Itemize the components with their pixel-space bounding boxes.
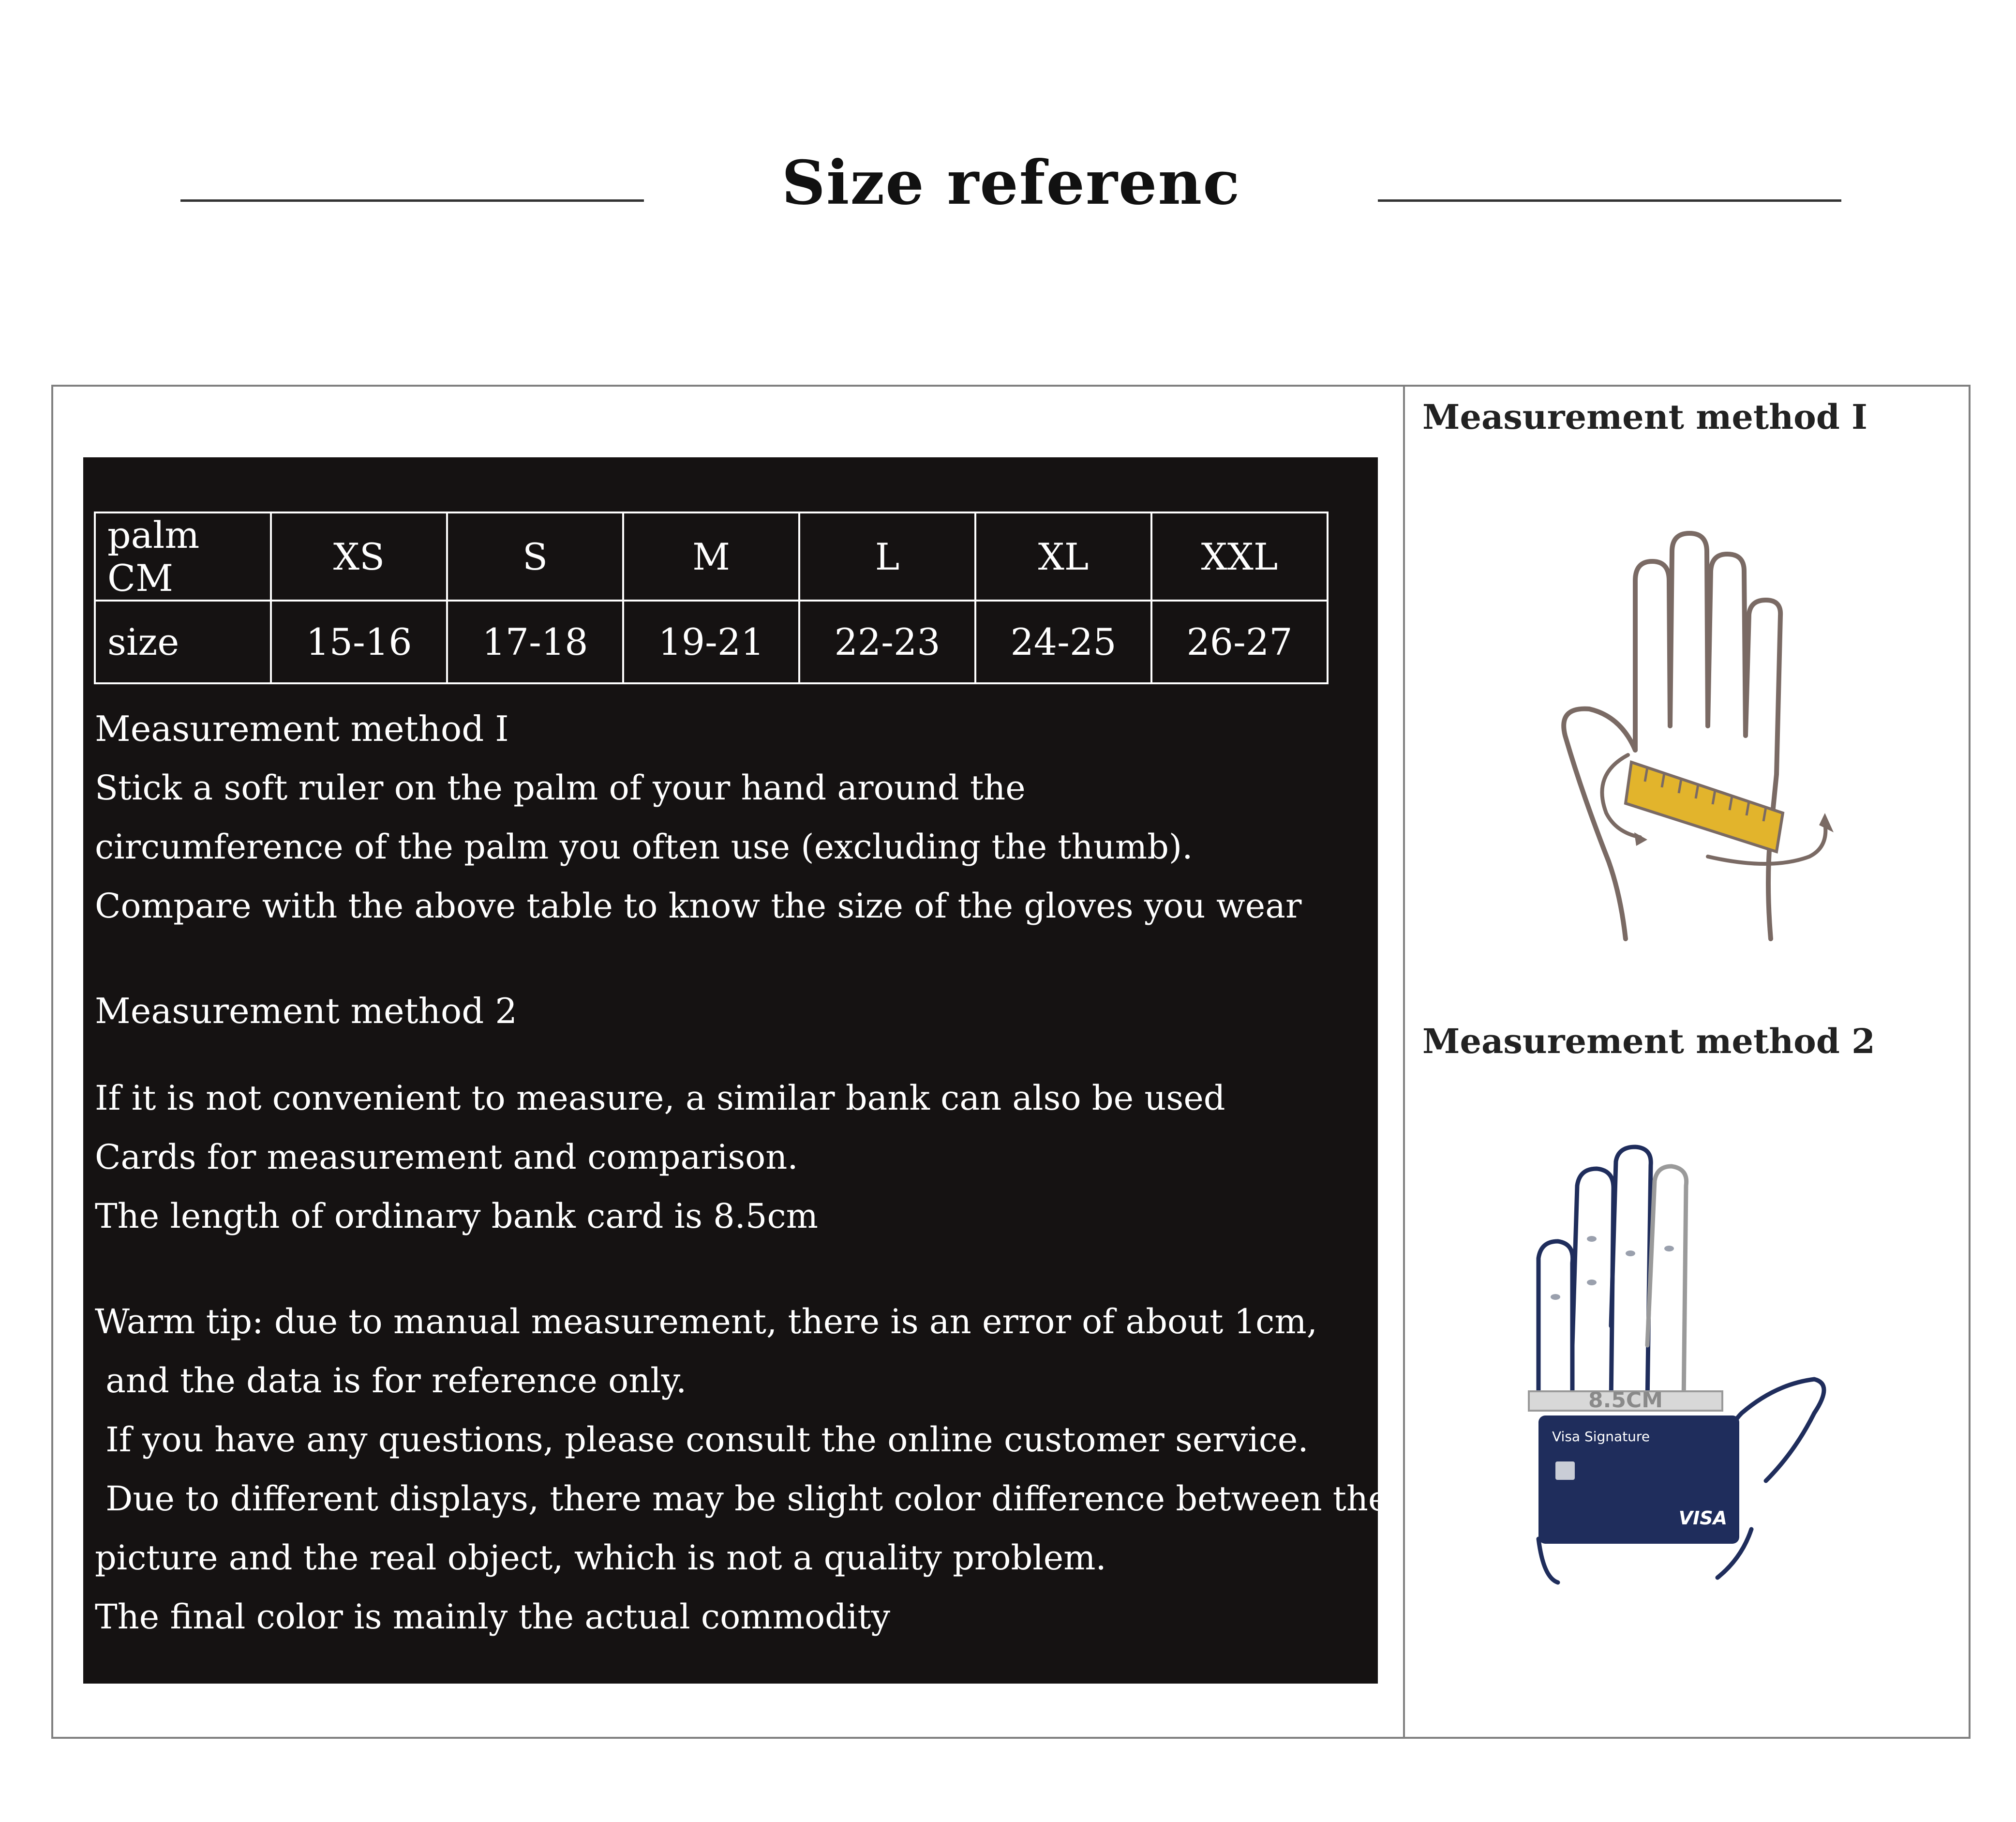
table-value-s: 17-18 — [447, 601, 623, 683]
table-size-xs: XS — [271, 512, 447, 601]
side-method2-title: Measurement method 2 — [1422, 1021, 1875, 1061]
card-measure-label: 8.5CM — [1588, 1388, 1663, 1413]
ruler-band — [1626, 762, 1783, 852]
tip-line: If you have any questions, please consult the online customer service. — [95, 1420, 1309, 1460]
table-value-xxl: 26-27 — [1151, 601, 1328, 683]
page-title: Size referenc — [781, 148, 1241, 218]
table-header-label: palm CM — [95, 512, 271, 601]
tip-line: and the data is for reference only. — [95, 1361, 687, 1400]
table-value-m: 19-21 — [623, 601, 799, 683]
card-logo-text: VISA — [1678, 1507, 1727, 1529]
table-value-xl: 24-25 — [975, 601, 1151, 683]
size-info-panel — [83, 457, 1389, 1684]
size-table — [94, 512, 1329, 684]
hand-card-illustration — [1524, 1142, 1863, 1602]
size-table-value-row — [95, 601, 1328, 683]
card-chip-icon — [1555, 1461, 1575, 1480]
side-method1-title: Measurement method I — [1422, 397, 1867, 437]
card-brand-text: Visa Signature — [1552, 1429, 1650, 1445]
title-divider-right — [1378, 199, 1841, 202]
title-divider-left — [180, 199, 644, 202]
method2-heading: Measurement method 2 — [95, 991, 517, 1031]
method1-text — [95, 699, 1301, 935]
table-size-l: L — [799, 512, 975, 601]
method1-heading: Measurement method I — [95, 708, 509, 749]
table-size-xl: XL — [975, 512, 1151, 601]
method1-line: Stick a soft ruler on the palm of your hand around the — [95, 768, 1026, 808]
table-value-xs: 15-16 — [271, 601, 447, 683]
table-size-m: M — [623, 512, 799, 601]
tip-line: picture and the real object, which is not a quality problem. — [95, 1538, 1106, 1578]
size-table-header-row — [95, 512, 1328, 601]
warm-tip-text — [95, 1292, 1388, 1646]
method1-line: Compare with the above table to know the size of the gloves you wear — [95, 886, 1302, 926]
method2-heading-block — [95, 981, 517, 1040]
table-value-l: 22-23 — [799, 601, 975, 683]
method2-line: Cards for measurement and comparison. — [95, 1137, 798, 1177]
hand-ruler-illustration — [1480, 523, 1867, 958]
table-size-s: S — [447, 512, 623, 601]
tip-line: The final color is mainly the actual commodity — [95, 1597, 891, 1637]
method2-line: If it is not convenient to measure, a similar bank can also be used — [95, 1078, 1225, 1118]
method2-text — [95, 1069, 1225, 1246]
table-row-label: size — [95, 601, 271, 683]
tip-line: Warm tip: due to manual measurement, there is an error of about 1cm, — [95, 1302, 1317, 1341]
frame-divider — [1403, 385, 1405, 1739]
table-size-xxl: XXL — [1151, 512, 1328, 601]
method1-line: circumference of the palm you often use (excluding the thumb). — [95, 827, 1193, 867]
tip-line: Due to different displays, there may be slight color difference between the — [95, 1479, 1389, 1519]
method2-line: The length of ordinary bank card is 8.5cm — [95, 1196, 819, 1236]
